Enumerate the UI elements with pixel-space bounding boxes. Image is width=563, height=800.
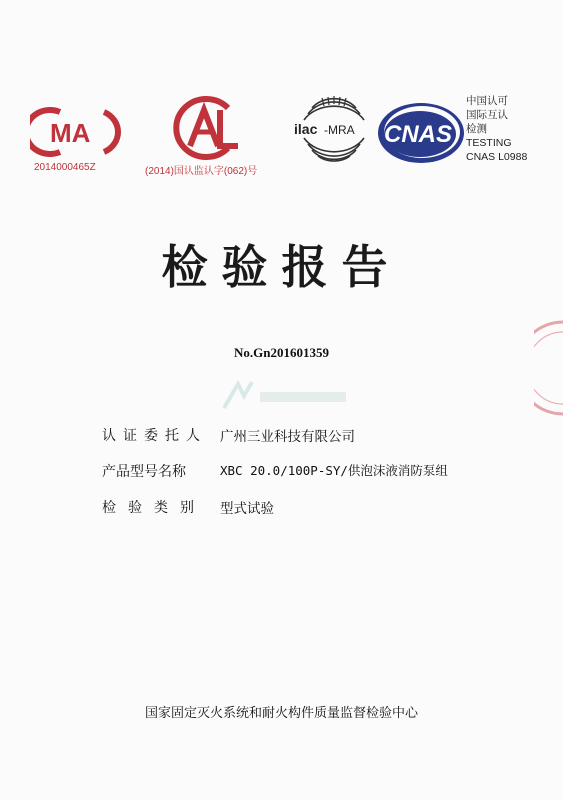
field-label: 检验类别: [102, 500, 206, 516]
cnas-line: 中国认可: [466, 95, 508, 107]
svg-text:-MRA: -MRA: [324, 123, 355, 137]
cma-mark-icon: [30, 106, 126, 158]
cnas-mark-icon: [376, 100, 466, 166]
cal-logo: [168, 96, 244, 160]
field-value: XBC 20.0/100P-SY/供泡沫液消防泵组: [220, 463, 448, 478]
report-number: No.Gn201601359: [234, 345, 329, 360]
cal-mark-icon: [168, 96, 244, 160]
official-seal-icon: [534, 318, 563, 422]
svg-text:ilac: ilac: [294, 121, 318, 137]
report-title: 检验报告: [161, 240, 402, 294]
field-value: 广州三业科技有限公司: [220, 429, 355, 445]
cal-cert-number: (2014)国认监认字(062)号: [145, 166, 258, 177]
cnas-line: 国际互认: [466, 109, 508, 121]
cnas-line: CNAS L0988: [466, 151, 528, 163]
cnas-line: 检测: [466, 123, 487, 135]
watermark-icon: [220, 378, 350, 422]
svg-text:CNAS: CNAS: [384, 121, 453, 148]
issuing-organization: 国家固定灭火系统和耐火构件质量监督检验中心: [144, 706, 418, 721]
svg-text:MA: MA: [50, 118, 91, 148]
ilac-mra-logo: [292, 94, 376, 174]
cma-logo: [30, 106, 126, 158]
field-label: 认证委托人: [102, 428, 207, 444]
cnas-accreditation-text: [466, 94, 527, 164]
field-value: 型式试验: [220, 501, 274, 517]
cnas-line: TESTING: [466, 137, 512, 149]
ilac-globe-icon: [292, 94, 376, 174]
field-label: 产品型号名称: [102, 464, 186, 480]
cma-cert-number: 2014000465Z: [34, 162, 96, 173]
cnas-logo: [376, 100, 466, 166]
